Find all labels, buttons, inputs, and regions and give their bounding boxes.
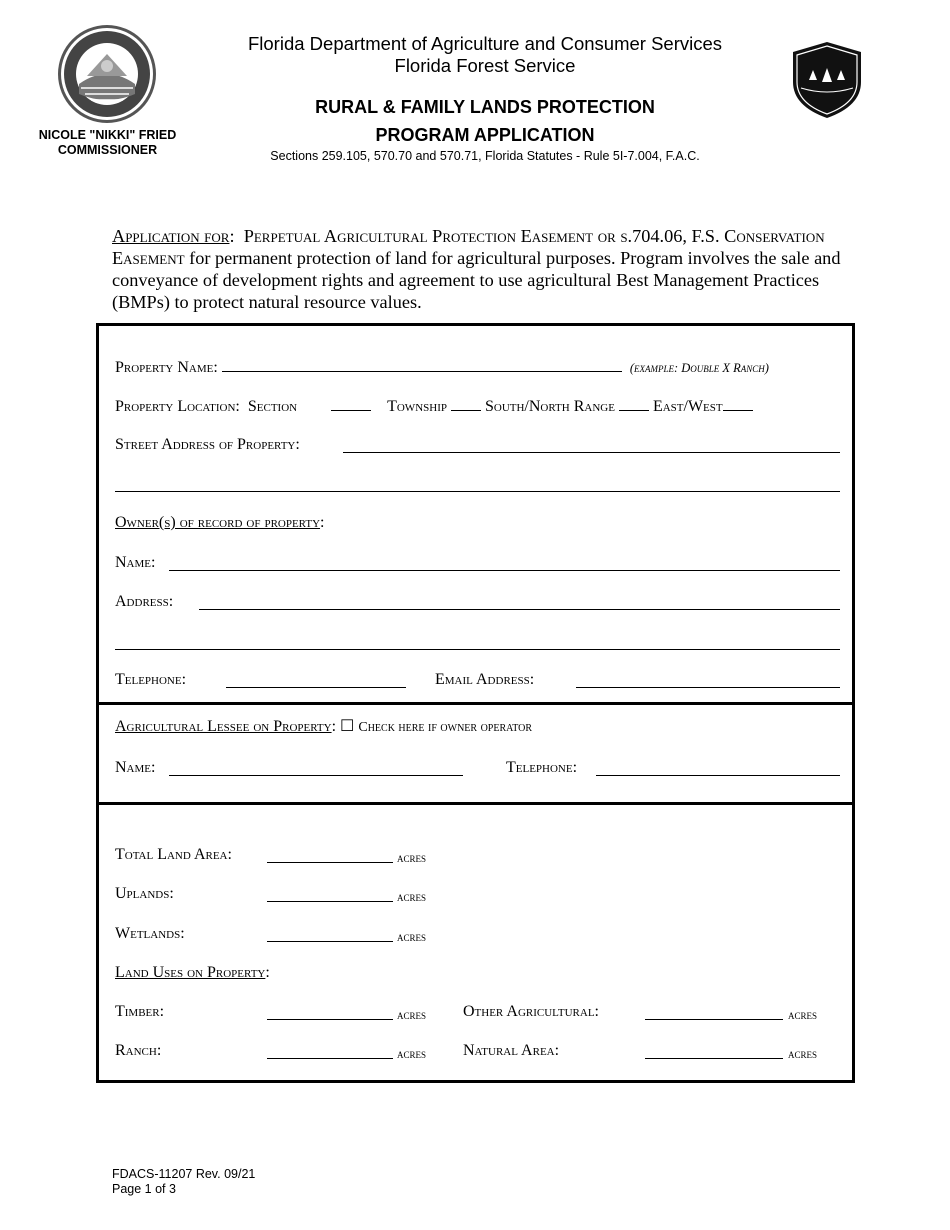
owner-operator-label: Check here if owner operator [358,720,533,735]
owner-email-label: Email Address: [435,671,535,688]
timber-field[interactable] [267,1019,393,1020]
section-label: Section [247,398,298,415]
acres-unit: acres [397,1008,427,1022]
acres-unit: acres [397,1047,427,1061]
wetlands-label: Wetlands: [115,925,185,942]
forest-service-badge-logo [787,40,867,120]
owner-address-line-2[interactable] [115,649,840,650]
title-line-1: RURAL & FAMILY LANDS PROTECTION [315,97,655,117]
property-name-field[interactable] [222,358,622,372]
uplands-label: Uplands: [115,885,174,902]
timber-label: Timber: [115,1003,165,1020]
other-agricultural-label: Other Agricultural: [463,1003,599,1020]
property-name-row [115,358,769,377]
owner-name-label: Name: [115,554,156,571]
street-address-row [115,436,300,454]
township-label: Township [387,398,447,415]
commissioner-name: NICOLE "NIKKI" FRIED [38,128,177,142]
owner-address-field[interactable] [199,609,840,610]
lessee-telephone-label: Telephone: [506,759,578,776]
east-west-label: East/West [652,398,723,415]
total-land-area-field[interactable] [267,862,393,863]
property-name-label: Property Name: [115,359,218,376]
conservation-easement-text: Conservation Easement [112,226,825,268]
street-address-field[interactable] [343,452,840,453]
other-agricultural-field[interactable] [645,1019,783,1020]
property-name-example: (example: Double X Ranch) [629,361,769,375]
south-north-label: South/North [484,398,570,415]
section-field[interactable] [331,397,371,411]
statutes-citation: Sections 259.105, 570.70 and 570.71, Florida Statutes - Rule 5I-7.004, F.A.C. [270,149,700,163]
acres-unit: acres [397,890,427,904]
page-title [230,93,740,149]
agency-name [230,33,740,77]
section-divider [99,802,852,805]
township-field[interactable] [451,397,481,411]
street-address-label: Street Address of Property: [115,436,300,453]
lessee-name-field[interactable] [169,775,463,776]
acres-unit: acres [397,930,427,944]
page-number: Page 1 of 3 [112,1182,176,1196]
acres-unit: acres [788,1008,818,1022]
range-field[interactable] [619,397,649,411]
acres-unit: acres [788,1047,818,1061]
commissioner-block [35,128,180,158]
owner-name-field[interactable] [169,570,840,571]
lessee-row: Agricultural Lessee on Property: ☐ Check here if owner operator [115,718,533,735]
owner-address-label: Address: [115,593,174,610]
uplands-field[interactable] [267,901,393,902]
agency-line-2: Florida Forest Service [394,55,576,76]
land-uses-row: Land Uses on Property: [115,964,270,981]
application-intro: Application for: Perpetual Agricultural Protection Easement or s.704.06, F.S. Conservation Easement for permanent protection of land for agricultural purposes. Program involves the sale and conveyance of development rights and agreement to use agricultural Best Management Practices (BMPs) to protect natural resource values. [112,226,841,312]
property-location-label: Property Location: [115,398,240,415]
section-divider [99,702,852,705]
agency-line-1: Florida Department of Agriculture and Consumer Services [247,33,723,54]
footer [112,1167,255,1197]
owners-label: Owner(s) of record of property [115,514,321,531]
total-land-area-label: Total Land Area: [115,846,232,863]
wetlands-field[interactable] [267,941,393,942]
street-address-line-2[interactable] [115,491,840,492]
commissioner-title: COMMISSIONER [57,143,158,157]
lessee-label: Agricultural Lessee on Property [115,718,332,735]
lessee-name-label: Name: [115,759,156,776]
east-west-field[interactable] [723,397,753,411]
owner-telephone-field[interactable] [226,687,406,688]
application-for-label: Application for [112,226,230,246]
acres-unit: acres [397,851,427,865]
owner-operator-checkbox[interactable]: ☐ [340,718,355,735]
title-line-2: PROGRAM APPLICATION [375,125,595,145]
owner-email-field[interactable] [576,687,840,688]
property-location-row [115,397,753,416]
lessee-telephone-field[interactable] [596,775,840,776]
owners-row: Owner(s) of record of property: [115,514,325,531]
intro-description: for permanent protection of land for agricultural purposes. Program involves the sale and conveyance of development rights and agreement to use agricultural Best Management Practices (BMPs) to protect natural resource values. [112,248,841,312]
natural-area-label: Natural Area: [463,1042,560,1059]
natural-area-field[interactable] [645,1058,783,1059]
application-form [96,323,855,1083]
ranch-label: Ranch: [115,1042,162,1059]
fdacs-seal-logo [57,24,157,124]
easement-type-text: Perpetual Agricultural Protection Easement or s.704.06, F.S. [243,226,720,246]
owner-telephone-label: Telephone: [115,671,187,688]
form-number: FDACS-11207 Rev. 09/21 [112,1167,256,1181]
range-label: Range [573,398,615,415]
land-uses-label: Land Uses on Property [115,964,266,981]
ranch-field[interactable] [267,1058,393,1059]
